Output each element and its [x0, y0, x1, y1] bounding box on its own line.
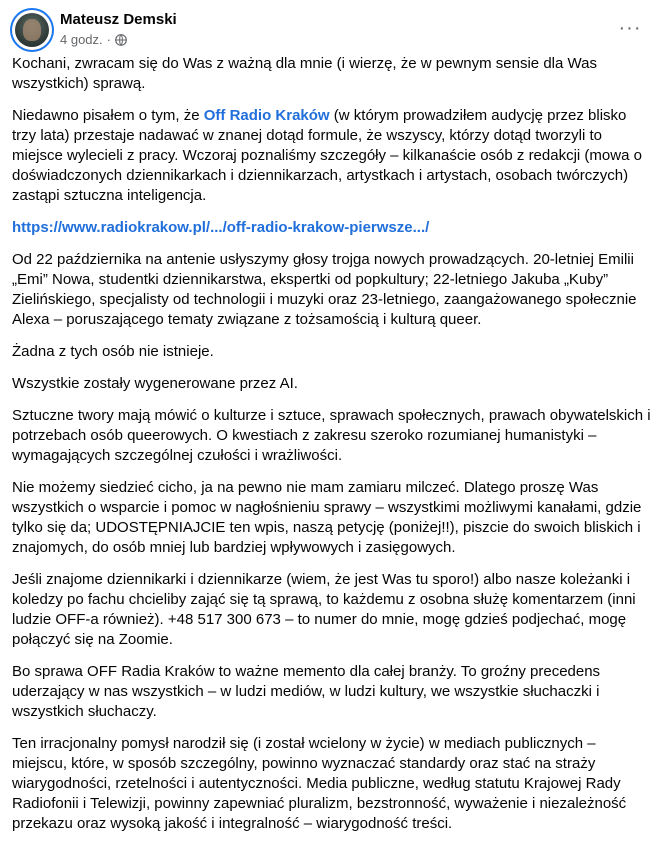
paragraph-8: Jeśli znajome dziennikarki i dziennikarze (wiem, że jest Was tu sporo!) albo nasze koleżanki i koledzy po fachu chcieliby zająć się tą sprawą, to każdemu z osobna służę komentarzem (inni ludzie OFF-a również). +48 517 300 673 – to numer do mnie, mogę gdzieś podjechać, mogę połączyć się na Zoomie. — [12, 571, 636, 648]
paragraph-6: Sztuczne twory mają mówić o kulturze i sztuce, sprawach społecznych, prawach obywatelskich i potrzebach osób queerowych. O kwestiach z zakresu szeroko rozumianej humanistyki – wymagających szczególnej czułości i wrażliwości. — [12, 407, 651, 464]
paragraph-10: Ten irracjonalny pomysł narodził się (i został wcielony w życie) w mediach publicznych – miejscu, które, w sposób szczególny, powinno wyznaczać standardy oraz stać na straży wiarygodności, rzetelności i autentyczności. Media publiczne, według statutu Krajowej Rady Radiofonii i Telewizji, powinny zapewniać pluralizm, bezstronność, wyważenie i niezależność przekazu oraz wysoką jakość i integralność – wiarygodność treści. — [12, 735, 627, 832]
more-dots-icon: ··· — [618, 16, 642, 39]
post-time[interactable]: 4 godz. — [60, 32, 103, 47]
post-meta — [60, 32, 127, 47]
paragraph-7: Nie możemy siedzieć cicho, ja na pewno nie mam zamiaru milczeć. Dlatego proszę Was wszystkich o wsparcie i pomoc w nagłośnieniu sprawy – wszystkimi możliwymi kanałami, gdzie tylko się da; UDOSTĘPNIAJCIE ten wpis, naszą petycję (poniżej!!), piszcie do swoich bliskich i znajomych, do osób mniej lub bardziej wpływowych i zasięgowych. — [12, 479, 642, 556]
off-radio-krakow-link[interactable]: Off Radio Kraków — [203, 107, 330, 124]
post-header — [12, 10, 646, 50]
post-body — [12, 54, 652, 846]
paragraph-9: Bo sprawa OFF Radia Kraków to ważne memento dla całej branży. To groźny precedens uderzający w nas wszystkich – w ludzi mediów, w ludzi kultury, we wszystkie słuchaczki i wszystkich słuchaczy. — [12, 663, 601, 720]
paragraph-2 — [12, 106, 652, 206]
paragraph-5: Wszystkie zostały wygenerowane przez AI. — [12, 375, 298, 392]
globe-icon[interactable] — [115, 34, 127, 46]
paragraph-2-before: Niedawno pisałem o tym, że — [12, 107, 204, 124]
avatar[interactable] — [12, 10, 52, 50]
paragraph-1: Kochani, zwracam się do Was z ważną dla mnie (i wierzę, że w pewnym sensie dla Was wszystkich) sprawą. — [12, 55, 597, 92]
more-options-button[interactable] — [614, 12, 646, 44]
paragraph-3: Od 22 października na antenie usłyszymy głosy trojga nowych prowadzących. 20-letniej Emilii „Emi” Nowa, studentki dziennikarstwa, ekspertki od popkultury; 22-letniego Jakuba „Kuby” Zielińskiego, specjalisty od technologii i muzyki oraz 23-letniego, zaangażowanego społecznie Alexa – poruszającego tematy związane z tożsamością i kulturą queer. — [12, 251, 637, 328]
paragraph-2-after: (w którym prowadziłem audycję przez blisko trzy lata) przestaje nadawać w znanej dotąd formule, że wszyscy, którzy dotąd tworzyli to miejsce wylecieli z pracy. Wczoraj poznaliśmy szczegóły – kilkanaście osób z redakcji (mowa o doświadczonych dziennikarkach i dziennikarzach, artystkach i artystach, osobach twórczych) zastąpi sztuczna inteligencja. — [12, 107, 642, 204]
paragraph-4: Żadna z tych osób nie istnieje. — [12, 343, 214, 360]
author-name[interactable]: Mateusz Demski — [60, 11, 177, 28]
separator-dot: · — [106, 32, 111, 47]
article-url-link[interactable]: https://www.radiokrakow.pl/.../off-radio-krakow-pierwsze.../ — [12, 219, 430, 236]
